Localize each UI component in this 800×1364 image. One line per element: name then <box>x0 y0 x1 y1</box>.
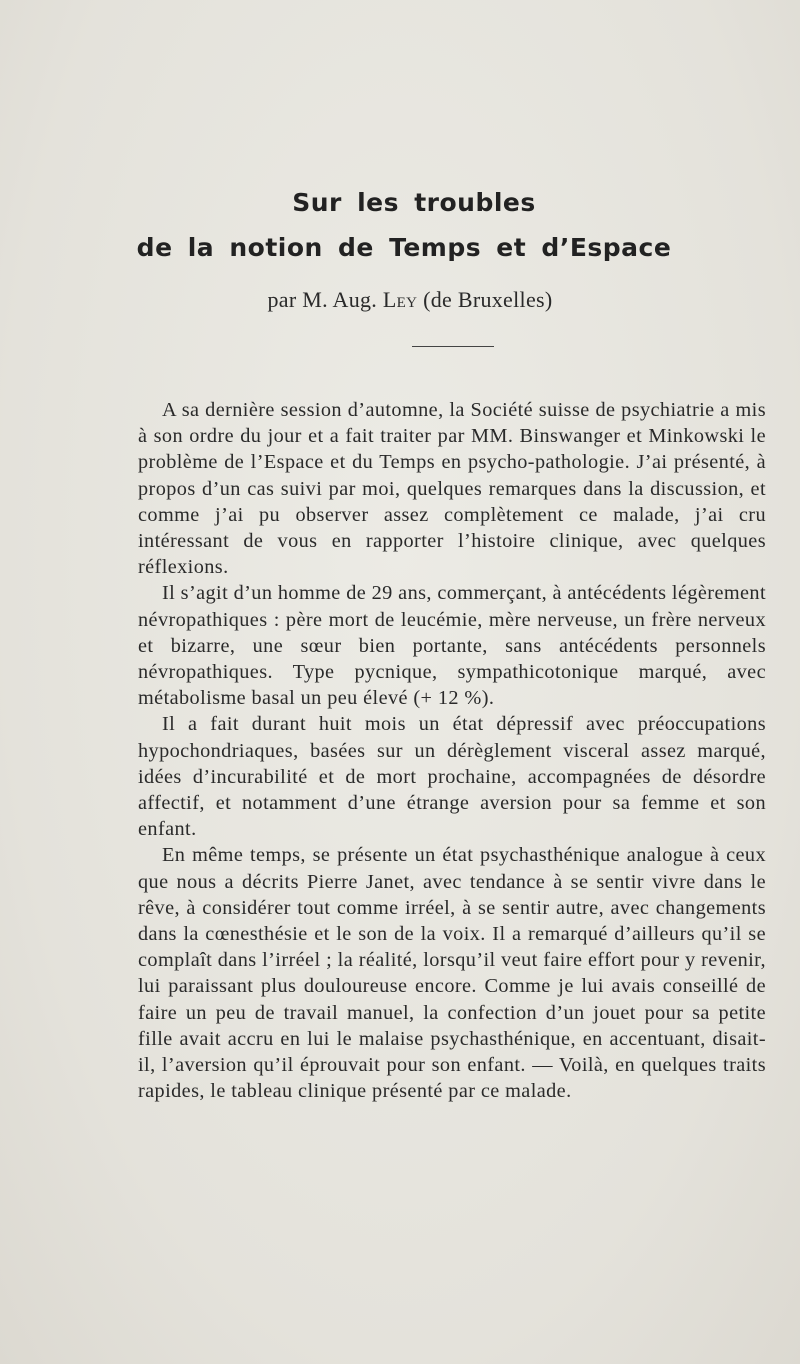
author-byline <box>10 287 800 313</box>
paragraph: Il a fait durant huit mois un état dépressif avec préoccupations hypochondriaques, basées sur un dérèglement visceral assez marqué, idées d’incurabilité et de mort prochaine, accompagnées de désordre affectif, et notamment d’une étrange aversion pour sa femme et son enfant. <box>138 713 766 841</box>
section-divider <box>412 346 494 347</box>
byline-prefix: par M. Aug. <box>267 287 383 312</box>
paragraph: Il s’agit d’un homme de 29 ans, commerçant, à antécédents légèrement névropathiques : père mort de leucémie, mère nerveuse, un frère nerveux et bizarre, une sœur bien portante, sans antécédents personnels névropathiques. Type pycnique, sympathicotonique marqué, avec métabolisme basal un peu élevé (+ 12 %). <box>138 582 766 710</box>
paragraph: En même temps, se présente un état psychasthénique analogue à ceux que nous a décrits Pierre Janet, avec tendance à se sentir vivre dans le rêve, à considérer tout comme irréel, à se sentir autre, avec changements dans la cœnesthésie et le son de la voix. Il a remarqué d’ailleurs qu’il se complaît dans l’irréel ; la réalité, lorsqu’il veut faire effort pour y revenir, lui paraissant plus douloureuse encore. Comme je lui avais conseillé de faire un peu de travail manuel, la confection d’un jouet pour sa petite fille avait accru en lui le malaise psychasthénique, en accentuant, disait-il, l’aversion qu’il éprouvait pour son enfant. — Voilà, en quelques traits rapides, le tableau clinique présenté par ce malade. <box>138 844 766 1103</box>
article-title-line-1: Sur les troubles <box>292 188 536 217</box>
article-title-line-2: de la notion de Temps et d’Espace <box>136 233 672 262</box>
paragraph: A sa dernière session d’automne, la Société suisse de psychiatrie a mis à son ordre du jour et a fait traiter par MM. Binswanger et Minkowski le problème de l’Espace et du Temps en psycho-pathologie. J’ai présenté, à propos d’un cas suivi par moi, quelques remarques dans la discussion, et comme j’ai pu observer assez complètement ce malade, j’ai cru intéressant de vous en rapporter l’histoire clinique, avec quelques réflexions. <box>138 399 766 579</box>
author-surname: Ley <box>382 287 418 312</box>
byline-suffix: (de Bruxelles) <box>417 287 553 312</box>
article-body <box>138 397 766 1104</box>
